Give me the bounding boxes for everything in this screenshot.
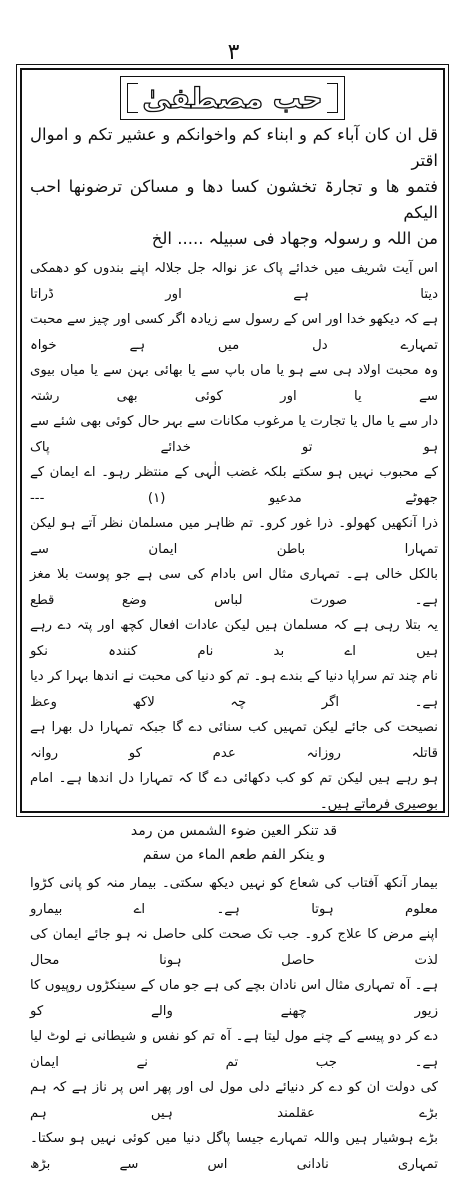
quran-verse-line: من اللہ و رسولہ وجھاد فی سبیلہ ..... الخ bbox=[151, 229, 438, 248]
quran-verse-line: قل ان کان آباء کم و ابناء کم واخوانکم و عشیر تکم و اموال اقتر bbox=[30, 125, 438, 170]
quran-verse-line: فتمو ھا و تجارۃ تخشون کسا دھا و مساکن ترضونھا احب الیکم bbox=[30, 177, 438, 222]
paragraph-line: یہ بتلا رہی ہے کہ مسلمان ہیں لیکن عادات افعال کچھ اور پتہ دے رہے ہیں اے بد نام کنندہ نکو bbox=[30, 618, 438, 659]
paragraph-line: ہو رہے ہیں لیکن تم کو کب دکھائی دے گا کہ تمہارا دل اندھا ہے۔ امام بوصیری فرماتے ہیں۔ bbox=[30, 771, 438, 812]
paragraph-line: نصیحت کی جائے لیکن تمہیں کب سنائی دے گا جبکہ تمہارا دل بھرا ہے قاتلہ روزانہ عدم کو روانہ bbox=[30, 720, 438, 761]
page-number: ۳ bbox=[227, 40, 240, 65]
paragraph-line: کے محبوب نہیں ہو سکتے بلکہ غضب الٰہی کے منتظر رہو۔ اے ایمان کے جھوٹے مدعیو (۱) --- bbox=[30, 465, 438, 506]
paragraph-line: ہے کہ دیکھو خدا اور اس کے رسول سے زیادہ اگر کسی اور چیز سے محبت تمہارے دل میں ہے خواہ bbox=[30, 312, 438, 353]
paragraph-line: ذرا آنکھیں کھولو۔ ذرا غور کرو۔ تم ظاہر میں مسلمان نظر آتے ہو لیکن تمہارا باطن ایمان سے bbox=[30, 516, 438, 557]
paragraph-line: اس آیت شریف میں خدائے پاک عز نوالہ جل جلالہ اپنے بندوں کو دھمکی دیتا ہے اور ڈراتا bbox=[30, 261, 438, 302]
paragraph-line: ہے۔ آہ تمہاری مثال اس نادان بچے کی ہے جو ماں کے سینکڑوں روپیوں کا زیور چھنے والے کو bbox=[30, 978, 438, 1019]
couplet-line: قد تنکر العین ضوء الشمس من رمد bbox=[130, 823, 338, 839]
paragraph-line: کی دولت ان کو دے کر دنیائے دلی مول لی اور پھر اس پر ناز ہے کہ ہم بڑے عقلمند ہیں ہم bbox=[30, 1080, 438, 1121]
page-heading: حب مصطفیٰ bbox=[142, 81, 323, 115]
paragraph-line: اپنے مرض کا علاج کرو۔ جب تک صحت کلی حاصل نہ ہو جائے ایمان کی لذت حاصل ہونا محال bbox=[30, 927, 438, 968]
paragraph-line: بیمار آنکھ آفتاب کی شعاع کو نہیں دیکھ سکتی۔ بیمار منہ کو پانی کڑوا معلوم ہوتا ہے۔ اے بیمارو bbox=[30, 876, 438, 917]
heading-cartouche bbox=[120, 76, 345, 120]
paragraph-line: دے کر دو پیسے کے چنے مول لیتا ہے۔ آہ تم کو نفس و شیطانی نے لوٹ لیا ہے۔ جب تم نے ایمان bbox=[30, 1029, 438, 1070]
paragraph-line: دار سے یا مال یا تجارت یا مرغوب مکانات سے بہر حال کوئی بھی شئے سے ہو تو خدائے پاک bbox=[30, 414, 438, 455]
paragraph-line: بڑے ہوشیار ہیں واللہ تمہارے جیسا پاگل دنیا میں کوئی نہیں ہو سکتا۔ تمہاری نادانی اس سے بڑھ bbox=[30, 1131, 438, 1172]
page-body bbox=[30, 122, 438, 1177]
paragraph-line: بالکل خالی ہے۔ تمہاری مثال اس بادام کی سی ہے جو پوست بلا مغز ہے۔ صورت لباس وضع قطع bbox=[30, 567, 438, 608]
paragraph-line: نام چند تم سراپا دنیا کے بندے ہو۔ تم کو دنیا کی محبت نے اندھا بہرا کر دیا ہے۔ اگر چہ لاکھ وعظ bbox=[30, 669, 438, 710]
couplet-line: و ینکر الفم طعم الماء من سقم bbox=[142, 847, 326, 863]
paragraph-line: وہ محبت اولاد ہی سے ہو یا ماں باپ سے یا بھائی بہن سے یا میاں بیوی سے یا اور کوئی بھی رشتہ bbox=[30, 363, 438, 404]
